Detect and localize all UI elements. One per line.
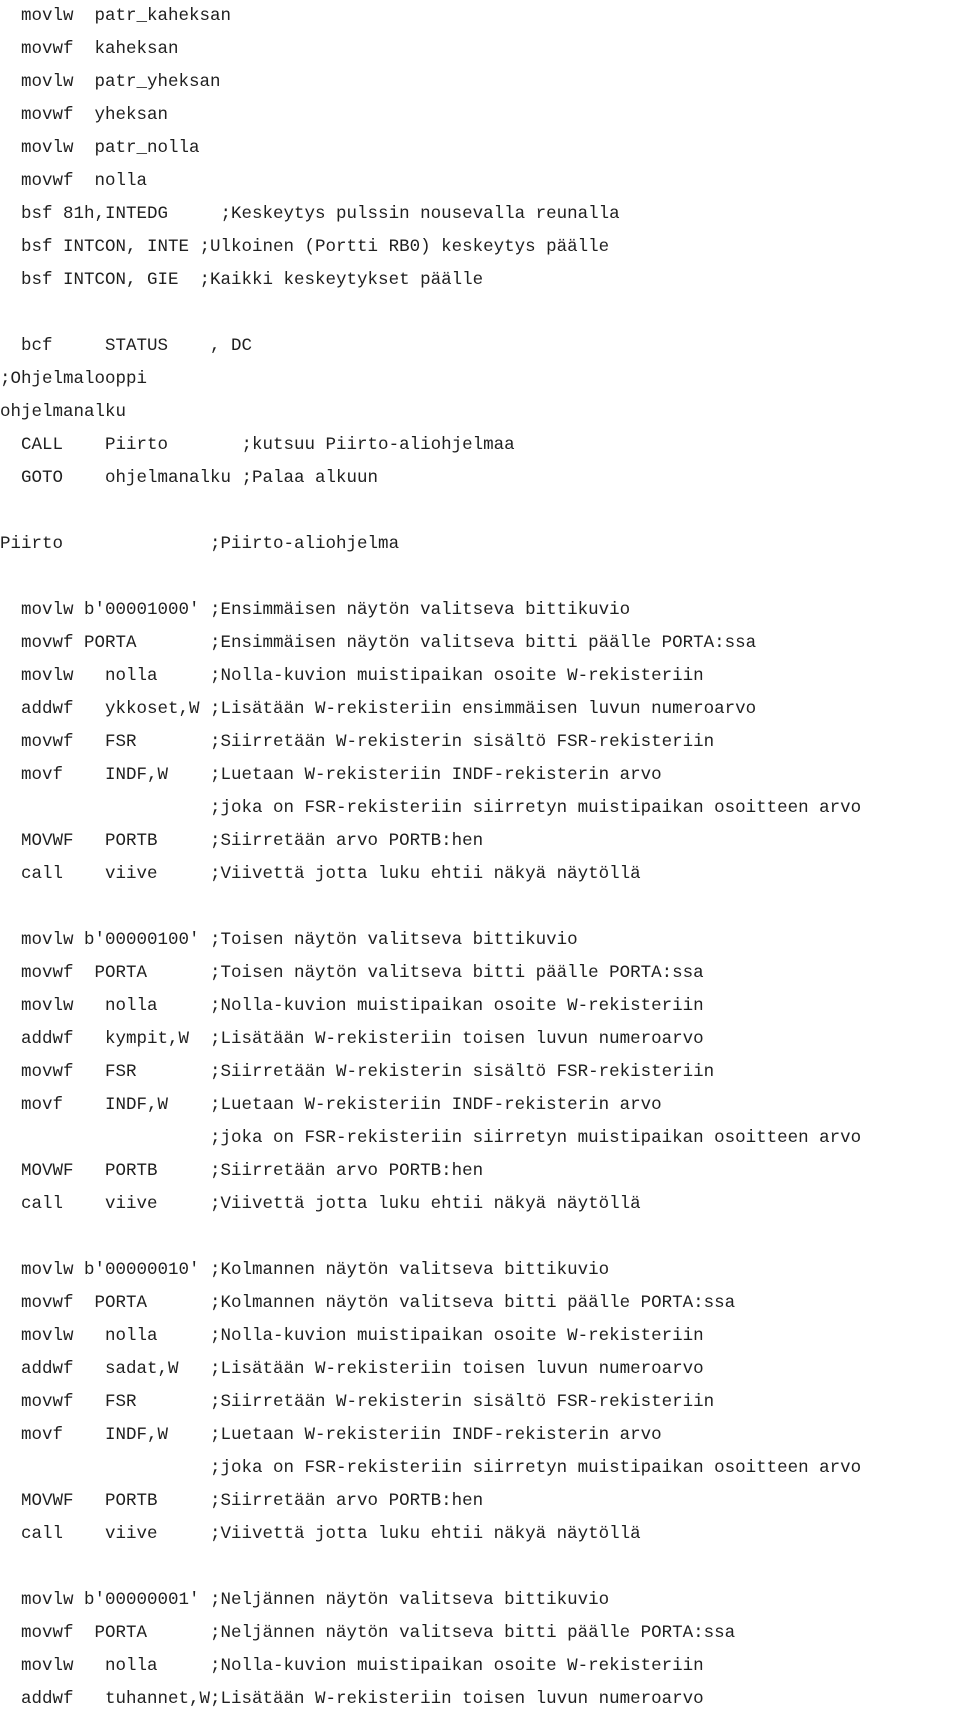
code-line: MOVWF PORTB ;Siirretään arvo PORTB:hen xyxy=(0,831,484,851)
code-line: movlw nolla ;Nolla-kuvion muistipaikan osoite W-rekisteriin xyxy=(0,996,704,1016)
code-line: ohjelmanalku xyxy=(0,402,127,422)
code-line: movlw patr_yheksan xyxy=(0,72,221,92)
code-line: movwf nolla xyxy=(0,171,148,191)
code-line: ;joka on FSR-rekisteriin siirretyn muistipaikan osoitteen arvo xyxy=(0,1128,862,1148)
code-line: Piirto ;Piirto-aliohjelma xyxy=(0,534,400,554)
code-line: movlw patr_nolla xyxy=(0,138,200,158)
code-line: movlw nolla ;Nolla-kuvion muistipaikan osoite W-rekisteriin xyxy=(0,666,704,686)
code-line: ;Ohjelmalooppi xyxy=(0,369,148,389)
code-line: ;joka on FSR-rekisteriin siirretyn muistipaikan osoitteen arvo xyxy=(0,1458,862,1478)
code-line: movwf kaheksan xyxy=(0,39,179,59)
code-line: bsf INTCON, INTE ;Ulkoinen (Portti RB0) keskeytys päälle xyxy=(0,237,610,257)
code-line: MOVWF PORTB ;Siirretään arvo PORTB:hen xyxy=(0,1161,484,1181)
code-line: call viive ;Viivettä jotta luku ehtii näkyä näytöllä xyxy=(0,864,641,884)
code-line: MOVWF PORTB ;Siirretään arvo PORTB:hen xyxy=(0,1491,484,1511)
code-line: movwf FSR ;Siirretään W-rekisterin sisältö FSR-rekisteriin xyxy=(0,1392,715,1412)
code-line: CALL Piirto ;kutsuu Piirto-aliohjelmaa xyxy=(0,435,515,455)
code-line: addwf kympit,W ;Lisätään W-rekisteriin toisen luvun numeroarvo xyxy=(0,1029,704,1049)
code-line: addwf ykkoset,W ;Lisätään W-rekisteriin ensimmäisen luvun numeroarvo xyxy=(0,699,757,719)
code-line: movlw nolla ;Nolla-kuvion muistipaikan osoite W-rekisteriin xyxy=(0,1656,704,1676)
code-line: movwf PORTA ;Ensimmäisen näytön valitseva bitti päälle PORTA:ssa xyxy=(0,633,757,653)
code-line: addwf sadat,W ;Lisätään W-rekisteriin toisen luvun numeroarvo xyxy=(0,1359,704,1379)
code-line: GOTO ohjelmanalku ;Palaa alkuun xyxy=(0,468,379,488)
code-line: addwf tuhannet,W;Lisätään W-rekisteriin toisen luvun numeroarvo xyxy=(0,1689,704,1709)
code-line: movf INDF,W ;Luetaan W-rekisteriin INDF-rekisterin arvo xyxy=(0,1425,662,1445)
code-line: movlw b'00000100' ;Toisen näytön valitseva bittikuvio xyxy=(0,930,578,950)
code-line: bsf INTCON, GIE ;Kaikki keskeytykset päälle xyxy=(0,270,484,290)
code-line: movwf PORTA ;Neljännen näytön valitseva bitti päälle PORTA:ssa xyxy=(0,1623,736,1643)
code-line: movwf yheksan xyxy=(0,105,169,125)
code-line: movlw patr_kaheksan xyxy=(0,6,232,26)
code-line: movf INDF,W ;Luetaan W-rekisteriin INDF-rekisterin arvo xyxy=(0,1095,662,1115)
code-line: movlw nolla ;Nolla-kuvion muistipaikan osoite W-rekisteriin xyxy=(0,1326,704,1346)
code-line: movwf FSR ;Siirretään W-rekisterin sisältö FSR-rekisteriin xyxy=(0,1062,715,1082)
code-line: bcf STATUS , DC xyxy=(0,336,253,356)
code-line: movwf FSR ;Siirretään W-rekisterin sisältö FSR-rekisteriin xyxy=(0,732,715,752)
code-line: bsf 81h,INTEDG ;Keskeytys pulssin nousevalla reunalla xyxy=(0,204,620,224)
code-line: movf INDF,W ;Luetaan W-rekisteriin INDF-rekisterin arvo xyxy=(0,765,662,785)
code-line: call viive ;Viivettä jotta luku ehtii näkyä näytöllä xyxy=(0,1194,641,1214)
code-line: movlw b'00000010' ;Kolmannen näytön valitseva bittikuvio xyxy=(0,1260,610,1280)
code-line: movwf PORTA ;Toisen näytön valitseva bitti päälle PORTA:ssa xyxy=(0,963,704,983)
code-line: ;joka on FSR-rekisteriin siirretyn muistipaikan osoitteen arvo xyxy=(0,798,862,818)
code-line: call viive ;Viivettä jotta luku ehtii näkyä näytöllä xyxy=(0,1524,641,1544)
code-line: movwf PORTA ;Kolmannen näytön valitseva bitti päälle PORTA:ssa xyxy=(0,1293,736,1313)
code-line: movlw b'00000001' ;Neljännen näytön valitseva bittikuvio xyxy=(0,1590,610,1610)
code-line: movlw b'00001000' ;Ensimmäisen näytön valitseva bittikuvio xyxy=(0,600,631,620)
